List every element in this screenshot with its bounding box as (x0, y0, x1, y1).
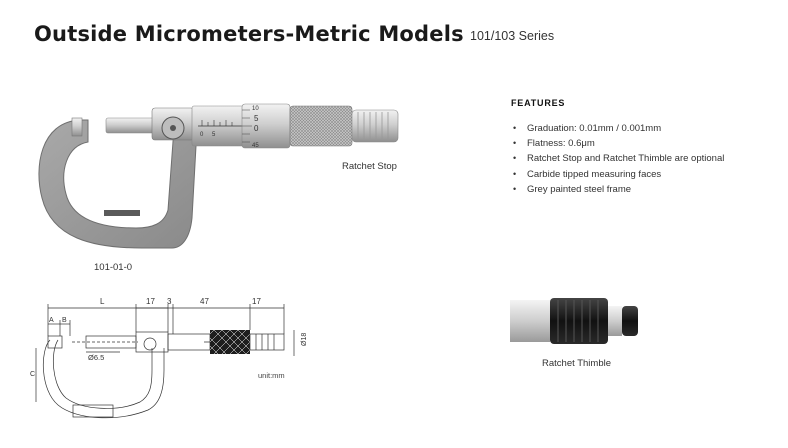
feature-item: • Grey painted steel frame (513, 182, 724, 197)
dim-17-left: 17 (146, 297, 155, 306)
dim-A: A (49, 317, 54, 324)
model-caption: 101-01-0 (94, 262, 133, 273)
dim-C: C (30, 371, 36, 378)
dim-B: B (62, 317, 67, 324)
feature-item: • Flatness: 0.6μm (513, 136, 724, 151)
unit-label: unit:mm (258, 371, 285, 380)
dim-47: 47 (200, 297, 209, 306)
thimble-tick-10: 10 (252, 106, 259, 112)
sleeve-tick-5: 5 (212, 132, 216, 138)
ratchet-stop (352, 110, 398, 142)
spindle (106, 118, 156, 133)
ratchet-thimble-caption: Ratchet Thimble (542, 358, 611, 369)
anvil (72, 118, 82, 136)
ratchet-stop-callout: Ratchet Stop (342, 161, 397, 172)
dim-L: L (100, 297, 105, 306)
drawing-thimble (210, 330, 250, 354)
knurled-grip (290, 106, 352, 146)
sleeve-tick-0: 0 (200, 132, 204, 138)
features-title: FEATURES (511, 98, 566, 108)
feature-item: • Graduation: 0.01mm / 0.001mm (513, 121, 724, 136)
dim-3: 3 (167, 297, 172, 306)
micrometer-photo (32, 98, 412, 258)
series-label: 101/103 Series (470, 29, 555, 43)
thimble-tick-5: 5 (254, 114, 259, 123)
feature-item: • Ratchet Stop and Ratchet Thimble are optional (513, 151, 724, 166)
dim-spindle-dia: Ø6.5 (88, 353, 105, 362)
dimension-drawing (28, 290, 308, 440)
thimble-tick-45: 45 (252, 143, 259, 149)
ratchet-thimble-photo (510, 296, 642, 346)
thimble-tick-0: 0 (254, 124, 259, 133)
features-list (513, 121, 724, 197)
dim-thimble-dia: Ø18 (301, 332, 308, 346)
feature-item: • Carbide tipped measuring faces (513, 167, 724, 182)
page-title: Outside Micrometers-Metric Models (34, 22, 464, 46)
dim-17-right: 17 (252, 297, 261, 306)
